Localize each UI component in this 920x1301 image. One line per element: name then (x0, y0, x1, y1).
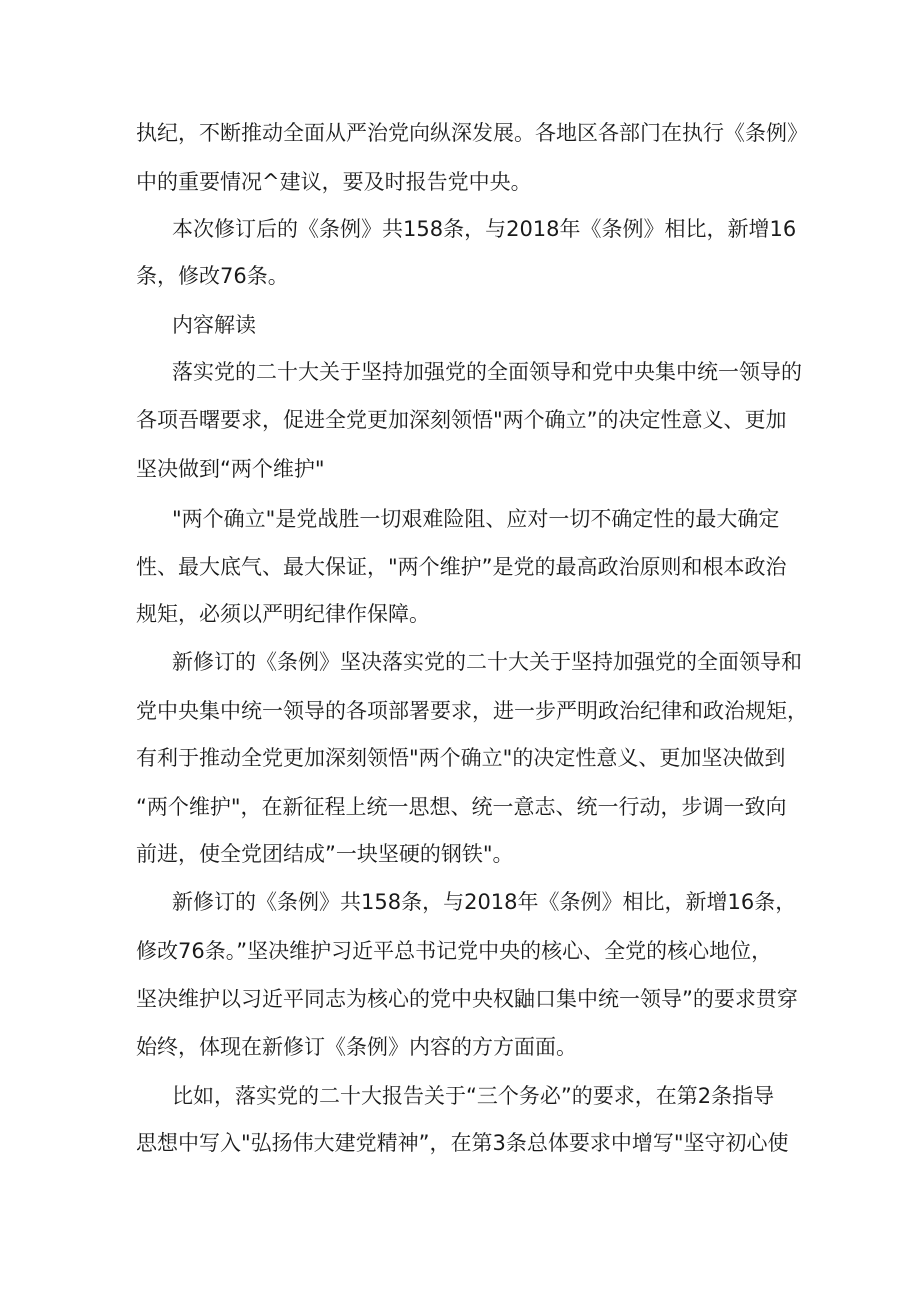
text-line: "两个确立"是党战胜一切艰难险阻、应对一切不确定性的最大确定 (172, 507, 780, 531)
text-line: 本次修订后的《条例》共158条，与2018年《条例》相比，新增16 (172, 217, 797, 241)
text-line: 有利于推动全党更加深刻领悟"两个确立"的决定性意义、更加坚决做到 (136, 746, 786, 770)
text-line: 思想中写入"弘扬伟大建党精神”，在第3条总体要求中增写"坚守初心使 (136, 1131, 789, 1155)
text-line: 比如，落实党的二十大报告关于“三个务必”的要求，在第2条指导 (172, 1084, 775, 1108)
text-line: 条，修改76条。 (136, 264, 289, 288)
text-line: “两个维护"，在新征程上统一思想、统一意志、统一行动，步调一致向 (136, 795, 787, 819)
text-line: 各项吾曙要求，促进全党更加深刻领悟"两个确立”的决定性意义、更加 (136, 408, 787, 432)
text-line: 中的重要情况^建议，要及时报告党中央。 (136, 170, 532, 194)
text-line: 始终，体现在新修订《条例》内容的方方面面。 (136, 1035, 577, 1059)
section-heading: 内容解读 (172, 313, 256, 337)
text-line: 性、最大底气、最大保证，"两个维护”是党的最高政治原则和根本政治 (136, 555, 787, 579)
text-line: 执纪，不断推动全面从严治党向纵深发展。各地区各部门在执行《条例》 (136, 121, 808, 145)
text-line: 坚决维护以习近平同志为核心的党中央权鼬口集中统一领导”的要求贯穿 (136, 987, 798, 1011)
text-line: 前进，使全党团结成”一块坚硬的钢铁"。 (136, 842, 514, 866)
text-line: 党中央集中统一领导的各项部署要求，进一步严明政治纪律和政治规矩， (136, 699, 808, 723)
text-line: 新修订的《条例》共158条，与2018年《条例》相比，新增16条， (172, 890, 797, 914)
text-line: 新修订的《条例》坚决落实党的二十大关于坚持加强党的全面领导和 (172, 650, 802, 674)
text-line: 落实党的二十大关于坚持加强党的全面领导和党中央集中统一领导的 (172, 360, 802, 384)
text-line: 规矩，必须以严明纪律作保障。 (136, 602, 430, 626)
text-line: 坚决做到“两个维护" (136, 457, 325, 481)
text-line: 修改76条。”坚决维护习近平总书记党中央的核心、全党的核心地位， (136, 939, 773, 963)
